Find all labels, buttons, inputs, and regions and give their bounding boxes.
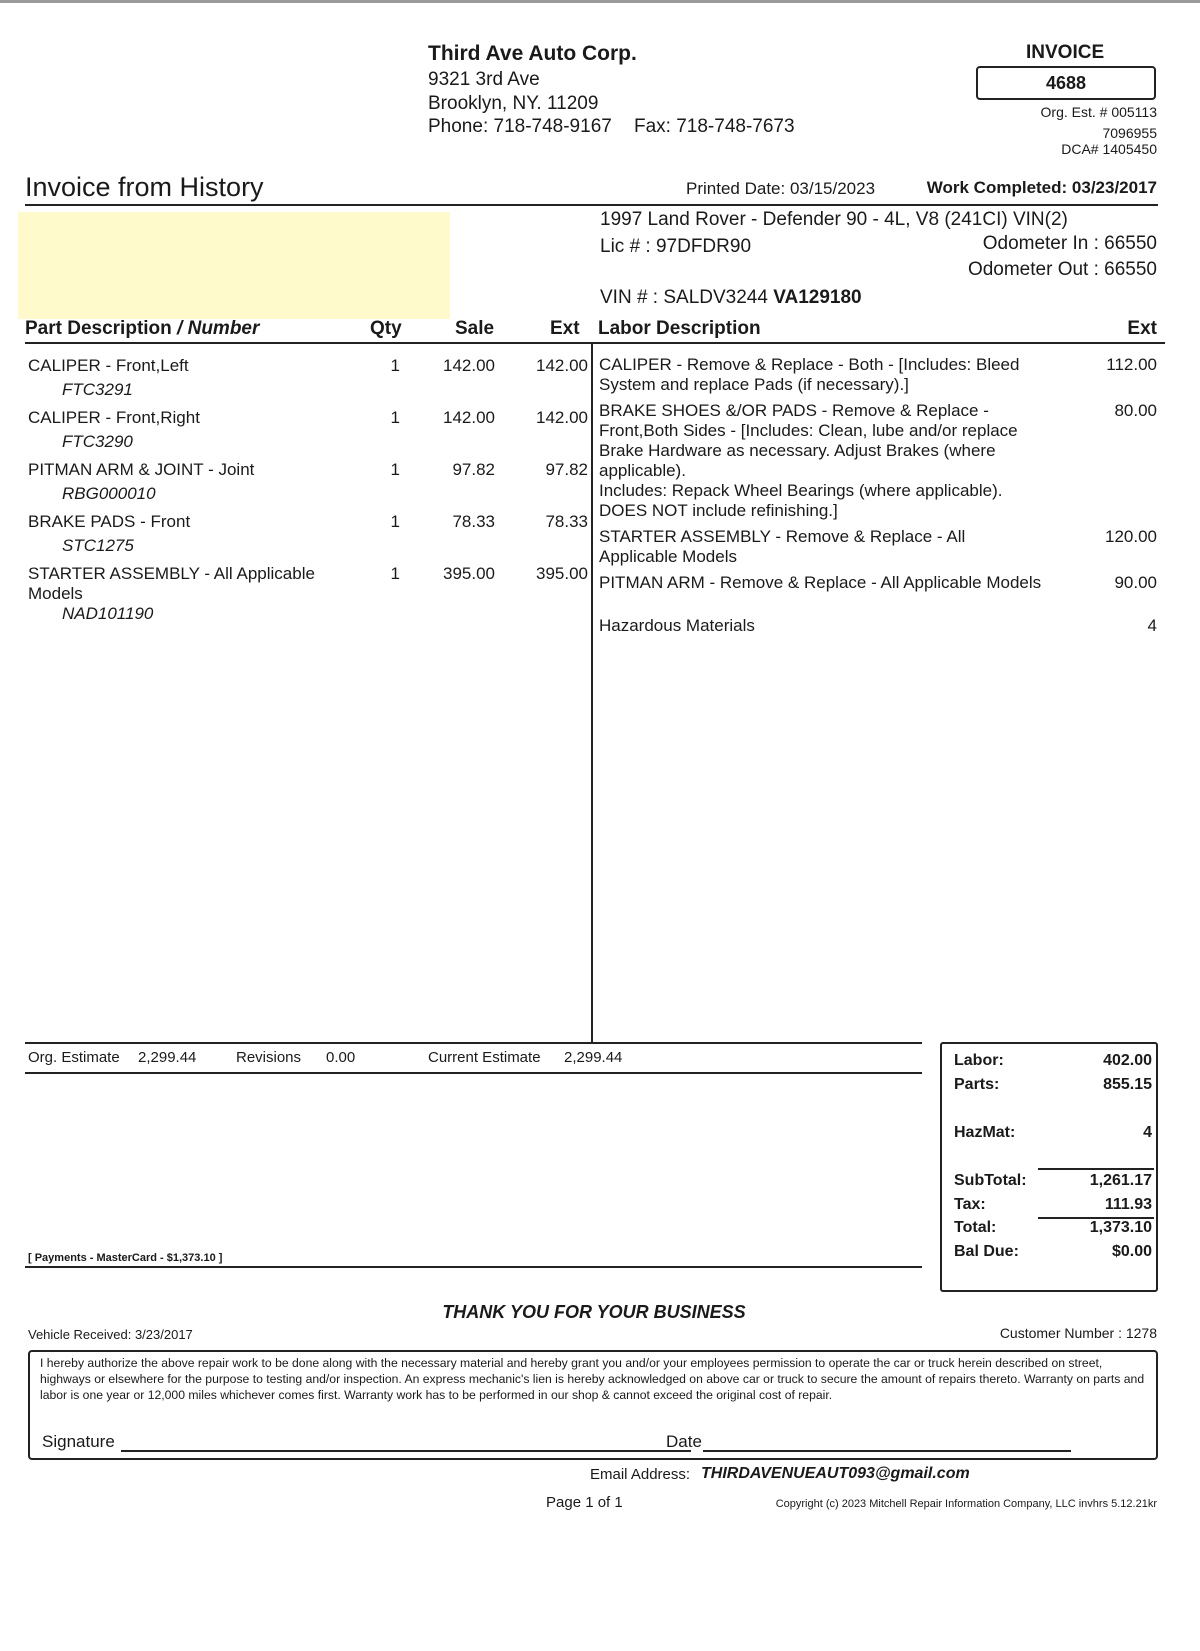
labor-description: Hazardous Materials: [599, 616, 755, 635]
email-label: Email Address:: [590, 1466, 691, 1483]
part-number: FTC3290: [62, 432, 133, 451]
reference-number: 7096955: [1102, 125, 1157, 141]
estimate-top-rule: [25, 1042, 922, 1044]
part-ext: 142.00: [536, 356, 588, 375]
column-header-rule: [25, 342, 1165, 344]
header-separator: /: [177, 318, 183, 339]
part-qty: 1: [390, 512, 400, 531]
part-description-header: [25, 318, 259, 340]
labor-ext: 80.00: [1114, 401, 1157, 420]
part-number: FTC3291: [62, 380, 133, 399]
part-number: RBG000010: [62, 484, 156, 503]
authorization-box: [28, 1350, 1158, 1460]
part-number: STC1275: [62, 536, 134, 555]
total-label: Total:: [954, 1219, 997, 1236]
scan-edge: [0, 0, 1200, 3]
part-sale: 142.00: [443, 356, 495, 375]
labor-total: 402.00: [1103, 1052, 1152, 1069]
current-estimate-label: Current Estimate: [428, 1049, 541, 1066]
vin-suffix: VA129180: [773, 287, 862, 308]
labor-total-label: Labor:: [954, 1052, 1004, 1069]
part-ext: 78.33: [545, 512, 588, 531]
hazmat-label: HazMat:: [954, 1124, 1016, 1141]
part-sale: 395.00: [443, 564, 495, 583]
email-address: THIRDAVENUEAUT093@gmail.com: [701, 1465, 970, 1482]
sale-header: Sale: [455, 318, 495, 339]
part-description: STARTER ASSEMBLY - All Applicable Models: [28, 564, 315, 603]
authorization-text: I hereby authorize the above repair work to be done along with the necessary material and hereby grant you and/or your employees permission to operate the car or truck herein described on street, highways or elsewhere for the purpose to testing and/or inspection. An express mechanic's lien is hereby acknowledged on above car or truck to secure the amount of repairs thereto. Warranty on parts and labor is one year or 12,000 miles whichever comes first. Warranty work has to be performed in our shop & cannot exceed the original cost of repair.: [40, 1356, 1145, 1402]
customer-number: Customer Number : 1278: [999, 1325, 1157, 1341]
labor-ext: 90.00: [1114, 573, 1157, 592]
totals-box: [940, 1042, 1158, 1292]
printed-date: Printed Date: 03/15/2023: [686, 179, 876, 198]
title-rule: [25, 204, 1158, 206]
dca-number: DCA# 1405450: [1061, 141, 1157, 157]
labor-ext: 112.00: [1106, 355, 1157, 374]
balance-due-label: Bal Due:: [954, 1243, 1019, 1260]
shop-street: 9321 3rd Ave: [428, 69, 540, 90]
work-completed-date: Work Completed: 03/23/2017: [926, 178, 1157, 197]
part-description: CALIPER - Front,Right: [28, 408, 200, 427]
part-sale: 142.00: [443, 408, 495, 427]
thank-you-message: THANK YOU FOR YOUR BUSINESS: [442, 1302, 746, 1322]
part-description: CALIPER - Front,Left: [28, 356, 189, 375]
part-description: PITMAN ARM & JOINT - Joint: [28, 460, 255, 479]
part-qty: 1: [390, 408, 400, 427]
labor-description: CALIPER - Remove & Replace - Both - [Includes: Bleed System and replace Pads (if necessary).]: [599, 355, 1020, 394]
odometer-out: Odometer Out : 66550: [967, 259, 1157, 280]
shop-fax: Fax: 718-748-7673: [634, 116, 795, 137]
current-estimate-value: 2,299.44: [564, 1049, 623, 1066]
estimate-bottom-rule: [25, 1072, 922, 1074]
total-value: 1,373.10: [1089, 1219, 1152, 1236]
invoice-number: 4688: [976, 66, 1156, 100]
invoice-label: INVOICE: [1026, 42, 1105, 63]
org-estimate-label: Org. Estimate: [28, 1049, 120, 1066]
subtotal-label: SubTotal:: [954, 1172, 1027, 1189]
parts-total-label: Parts:: [954, 1076, 1000, 1093]
odometer-in: Odometer In : 66550: [982, 233, 1157, 254]
part-sale: 78.33: [452, 512, 495, 531]
labor-description: STARTER ASSEMBLY - Remove & Replace - All Applicable Models: [599, 527, 966, 566]
tax-label: Tax:: [954, 1196, 986, 1213]
part-ext: 142.00: [536, 408, 588, 427]
parts-total: 855.15: [1103, 1076, 1152, 1093]
shop-name: Third Ave Auto Corp.: [428, 42, 637, 65]
shop-phone: Phone: 718-748-9167: [428, 116, 612, 137]
labor-description-cont: Includes: Repack Wheel Bearings (where applicable). DOES NOT include refinishing.]: [599, 481, 1003, 520]
balance-due-value: $0.00: [1111, 1243, 1152, 1260]
payments-rule: [25, 1266, 922, 1268]
labor-description-header: Labor Description: [598, 318, 761, 339]
vehicle-description: 1997 Land Rover - Defender 90 - 4L, V8 (241CI) VIN(2): [600, 209, 1068, 230]
ext-header-parts: Ext: [550, 318, 580, 339]
date-label: Date: [666, 1432, 702, 1451]
part-ext: 395.00: [536, 564, 588, 583]
payments-note: [ Payments - MasterCard - $1,373.10 ]: [28, 1252, 223, 1264]
date-line[interactable]: [703, 1450, 1071, 1452]
part-desc-label: Part Description: [25, 318, 172, 339]
hazmat-total: 4: [1143, 1124, 1152, 1141]
part-ext: 97.82: [545, 460, 588, 479]
part-number: NAD101190: [62, 604, 154, 623]
part-description: BRAKE PADS - Front: [28, 512, 191, 531]
part-sale: 97.82: [452, 460, 495, 479]
license-number: Lic # : 97DFDR90: [600, 236, 752, 257]
page-title: Invoice from History: [25, 172, 264, 202]
signature-line[interactable]: [121, 1450, 691, 1452]
part-number-label: Number: [187, 318, 260, 339]
part-qty: 1: [390, 460, 400, 479]
shop-city: Brooklyn, NY. 11209: [428, 93, 599, 114]
column-divider: [591, 342, 593, 1042]
qty-header: Qty: [370, 318, 402, 339]
part-qty: 1: [390, 564, 400, 583]
subtotal-rule: [1038, 1168, 1154, 1170]
part-qty: 1: [390, 356, 400, 375]
page-number: Page 1 of 1: [546, 1494, 623, 1511]
signature-label: Signature: [42, 1432, 115, 1451]
revisions-label: Revisions: [236, 1049, 302, 1066]
redacted-customer-info: [18, 212, 450, 319]
tax-value: 111.93: [1104, 1196, 1152, 1213]
copyright-notice: Copyright (c) 2023 Mitchell Repair Information Company, LLC invhrs 5.12.21kr: [775, 1498, 1157, 1510]
labor-ext: 120.00: [1105, 527, 1157, 546]
vin-number: [600, 287, 862, 309]
labor-description: PITMAN ARM - Remove & Replace - All Applicable Models: [599, 573, 1042, 592]
vehicle-received-date: Vehicle Received: 3/23/2017: [28, 1327, 193, 1342]
subtotal-value: 1,261.17: [1089, 1172, 1152, 1189]
vin-prefix: VIN # : SALDV3244: [600, 287, 768, 308]
org-estimate-value: 2,299.44: [138, 1049, 197, 1066]
revisions-value: 0.00: [326, 1049, 356, 1066]
ext-header-labor: Ext: [1127, 318, 1157, 339]
org-est-number: Org. Est. # 005113: [1040, 104, 1157, 120]
labor-ext: 4: [1147, 616, 1157, 635]
labor-description: BRAKE SHOES &/OR PADS - Remove & Replace - Front,Both Sides - [Includes: Clean, lube and/or replace Brake Hardware as necessary. Adjust Brakes (where applicable).: [599, 401, 1018, 480]
